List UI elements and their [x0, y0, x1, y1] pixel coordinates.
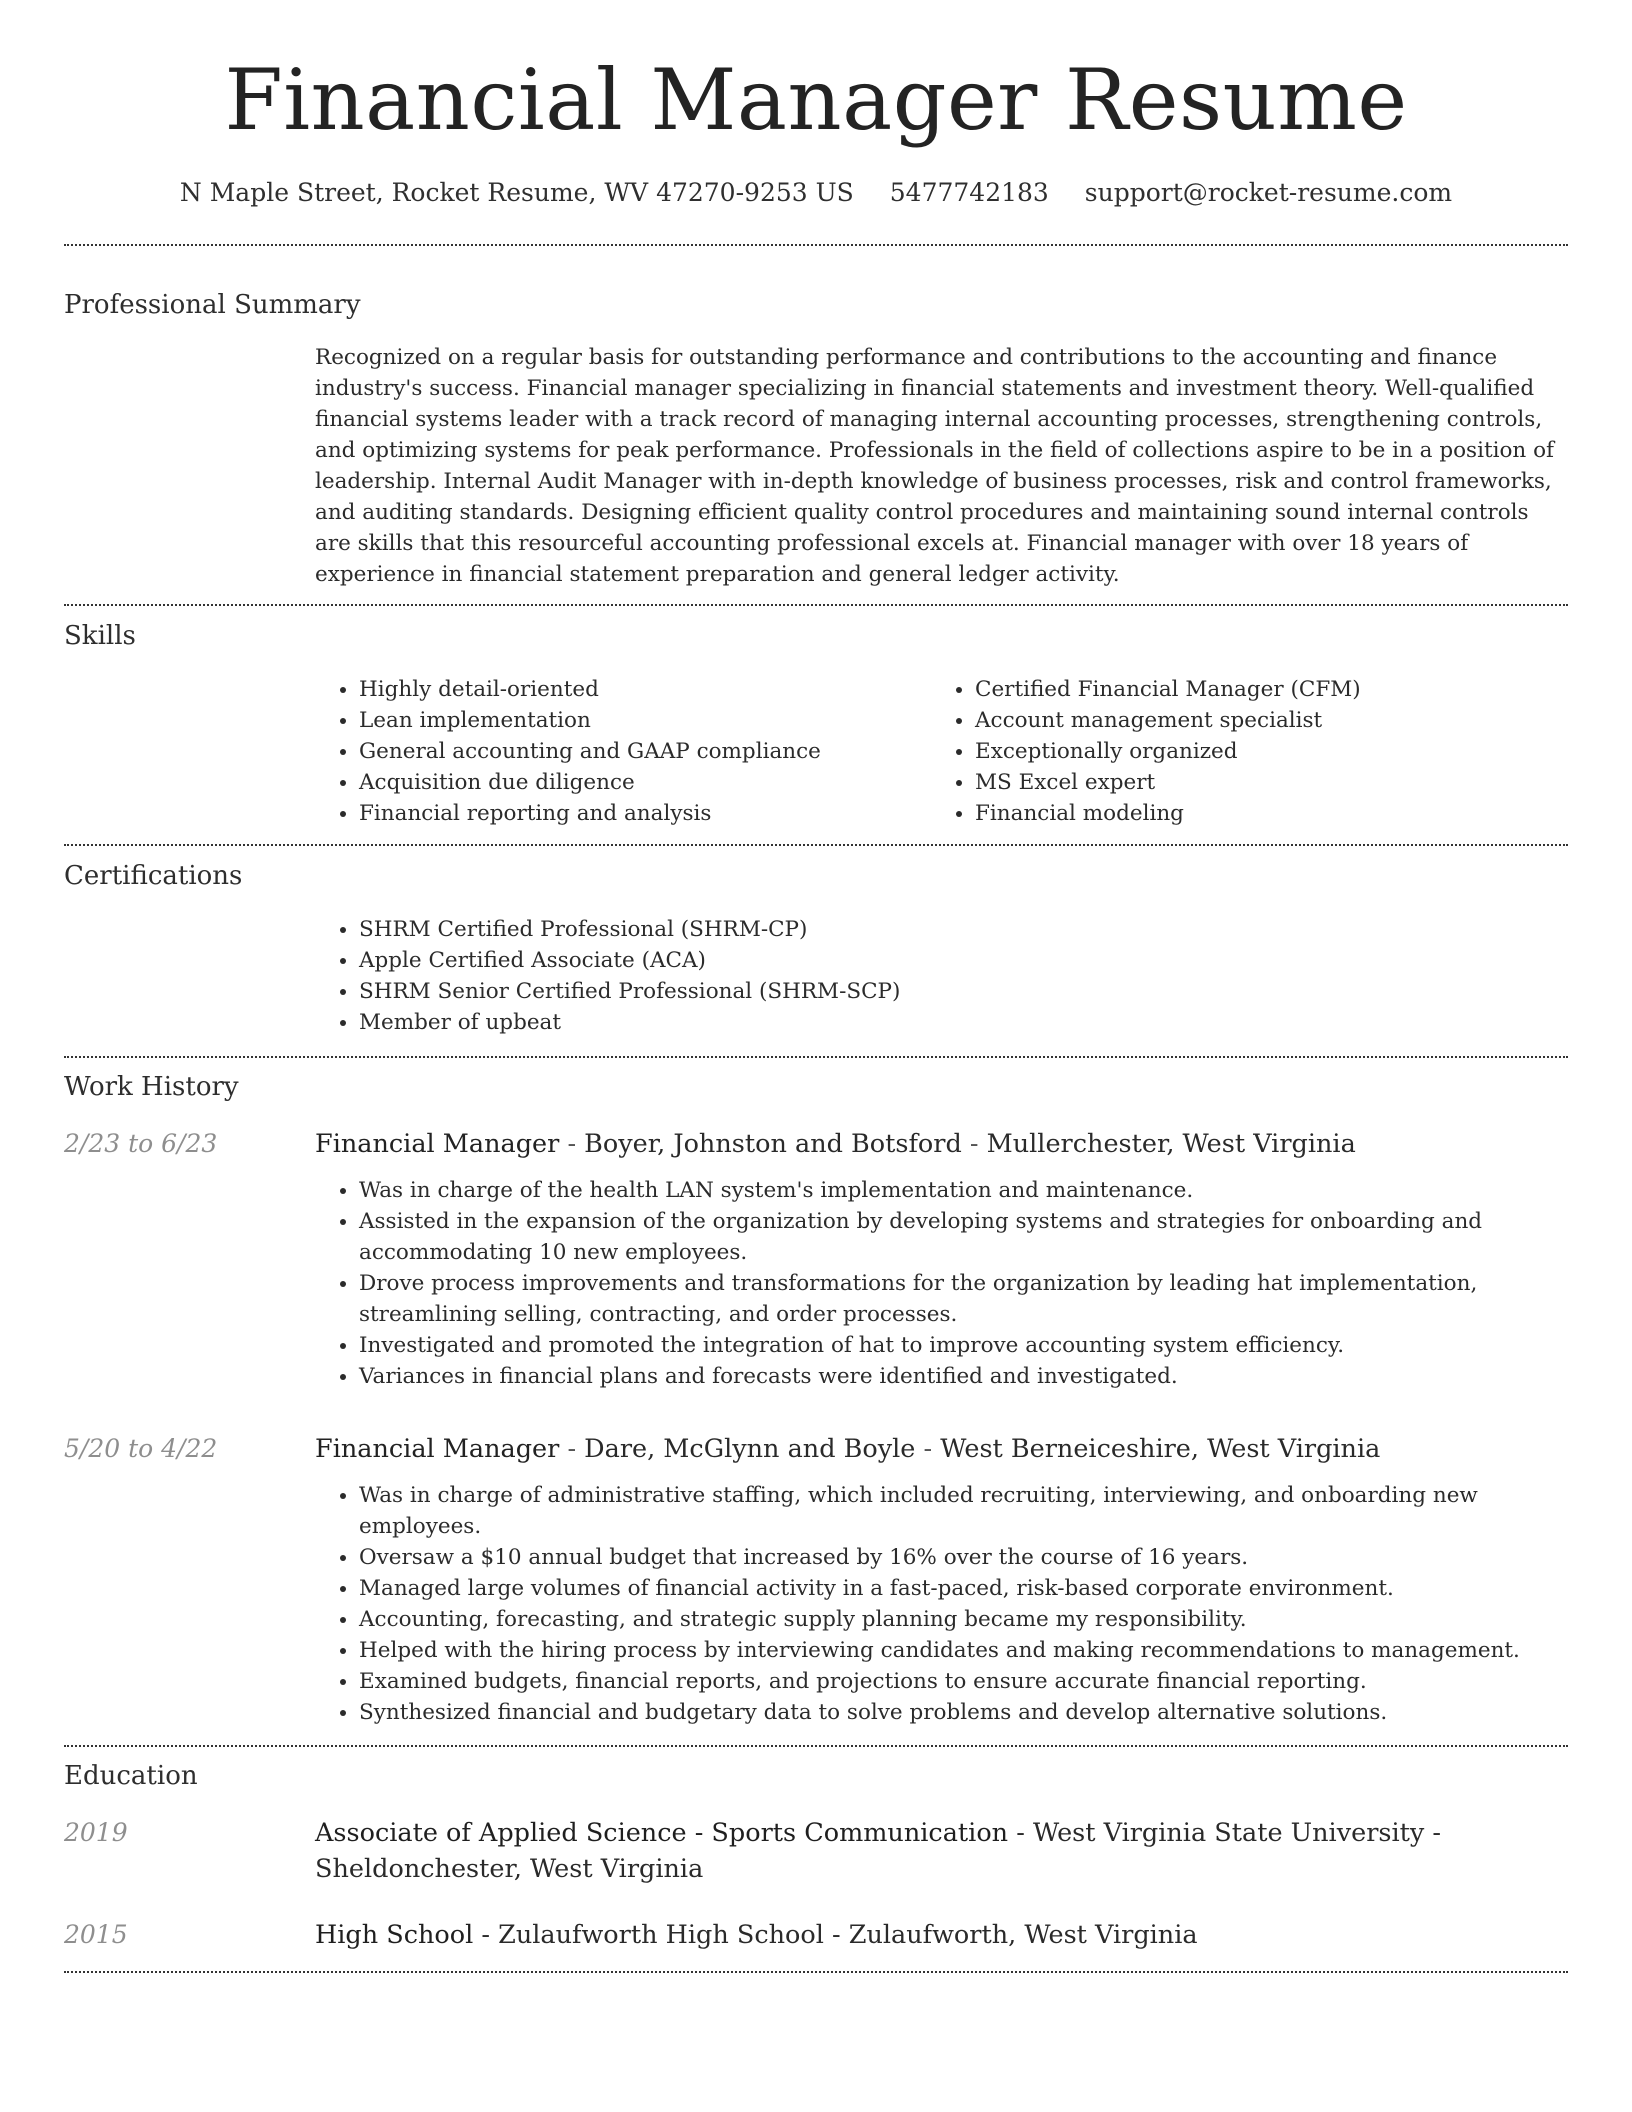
job-heading — [315, 1432, 1568, 1466]
education-details — [315, 1815, 1568, 1887]
section-title-work-history: Work History — [64, 1072, 239, 1102]
job-bullet: • Managed large volumes of financial activity in a fast-paced, risk-based corporate environment. — [359, 1573, 1568, 1604]
section-title-summary: Professional Summary — [64, 290, 361, 320]
skill-item: • General accounting and GAAP compliance — [359, 736, 931, 767]
skill-item: • Certified Financial Manager (CFM) — [975, 674, 1547, 705]
certification-item: • Apple Certified Associate (ACA) — [359, 945, 1568, 976]
education-location: Zulaufworth, West Virginia — [848, 1920, 1198, 1950]
resume-title: Financial Manager Resume — [224, 51, 1408, 149]
skill-item: • MS Excel expert — [975, 767, 1547, 798]
education-year: 2015 — [64, 1920, 128, 1949]
work-history-section — [64, 1058, 1568, 1745]
skill-item: • Account management specialist — [975, 705, 1547, 736]
separator: - — [1008, 1818, 1033, 1848]
contact-phone: 5477742183 — [889, 178, 1049, 207]
job-bullet: • Helped with the hiring process by interviewing candidates and making recommendations to management. — [359, 1635, 1568, 1666]
section-title-education: Education — [64, 1761, 198, 1791]
job-location: West Berneiceshire, West Virginia — [940, 1434, 1381, 1464]
job-location: Mullerchester, West Virginia — [986, 1129, 1356, 1159]
skill-item: • Lean implementation — [359, 705, 931, 736]
education-school: West Virginia State University — [1032, 1818, 1425, 1848]
job-bullet: • Variances in financial plans and forecasts were identified and investigated. — [359, 1361, 1568, 1392]
certification-item: • SHRM Certified Professional (SHRM-CP) — [359, 914, 1568, 945]
separator: - — [1424, 1818, 1442, 1848]
separator: - — [961, 1129, 987, 1159]
education-entry — [64, 1815, 1568, 1887]
summary-section — [64, 246, 1568, 604]
divider — [64, 1971, 1568, 1973]
separator: - — [559, 1434, 585, 1464]
separator: - — [823, 1920, 849, 1950]
summary-text: Recognized on a regular basis for outstanding performance and contributions to the accounting and finance industry's success. Financial manager specializing in financial statements and investment theory. Well-qualified financial systems leader with a track record of managing internal accounting processes, strengthening controls, and optimizing systems for peak performance. Professionals in the field of collections aspire to be in a position of leadership. Internal Audit Manager with in-depth knowledge of business processes, risk and control frameworks, and auditing standards. Designing efficient quality control procedures and maintaining sound internal controls are skills that this resourceful accounting professional excels at. Financial manager with over 18 years of experience in financial statement preparation and general ledger activity. — [315, 345, 1554, 587]
skills-column-left — [315, 674, 931, 829]
skills-column-right — [931, 674, 1547, 829]
contact-line — [64, 176, 1568, 210]
job-bullet: • Synthesized financial and budgetary data to solve problems and develop alternative solutions. — [359, 1697, 1568, 1728]
job-bullet: • Examined budgets, financial reports, and projections to ensure accurate financial reporting. — [359, 1666, 1568, 1697]
skills-section — [64, 606, 1568, 844]
separator: - — [915, 1434, 941, 1464]
job-bullets — [315, 1480, 1568, 1728]
certifications-list — [315, 914, 1568, 1056]
certification-item: • SHRM Senior Certified Professional (SHRM-SCP) — [359, 976, 1568, 1007]
job-role: Financial Manager — [315, 1129, 560, 1159]
job-bullet: • Oversaw a $10 annual budget that increased by 16% over the course of 16 years. — [359, 1542, 1568, 1573]
job-bullet: • Investigated and promoted the integration of hat to improve accounting system efficiency. — [359, 1330, 1568, 1361]
skill-item: • Highly detail-oriented — [359, 674, 931, 705]
job-company: Dare, McGlynn and Boyle — [584, 1434, 916, 1464]
job-bullet: • Was in charge of administrative staffing, which included recruiting, interviewing, and onboarding new employees. — [359, 1480, 1568, 1542]
job-bullet: • Drove process improvements and transformations for the organization by leading hat implementation, streamlining selling, contracting, and order processes. — [359, 1268, 1568, 1330]
job-bullet: • Assisted in the expansion of the organization by developing systems and strategies for onboarding and accommodating 10 new employees. — [359, 1206, 1568, 1268]
education-degree: High School — [315, 1920, 474, 1950]
certification-item: • Member of upbeat — [359, 1007, 1568, 1038]
education-school: Zulaufworth High School — [498, 1920, 824, 1950]
contact-address: N Maple Street, Rocket Resume, WV 47270-9253 US — [179, 178, 854, 207]
job-role: Financial Manager — [315, 1434, 560, 1464]
skill-item: • Acquisition due diligence — [359, 767, 931, 798]
job-dates: 5/20 to 4/22 — [64, 1434, 218, 1463]
certifications-section — [64, 846, 1568, 1056]
skill-item: • Exceptionally organized — [975, 736, 1547, 767]
contact-email: support@rocket-resume.com — [1084, 178, 1453, 207]
job-bullets — [315, 1175, 1568, 1392]
job-entry — [64, 1432, 1568, 1745]
separator: - — [473, 1920, 499, 1950]
education-entry — [64, 1917, 1568, 1971]
education-degree: Associate of Applied Science - Sports Communication — [315, 1818, 1009, 1848]
section-title-certifications: Certifications — [64, 861, 243, 891]
job-company: Boyer, Johnston and Botsford — [584, 1129, 962, 1159]
education-location: Sheldonchester, West Virginia — [315, 1854, 704, 1884]
job-bullet: • Accounting, forecasting, and strategic supply planning became my responsibility. — [359, 1604, 1568, 1635]
education-section — [64, 1747, 1568, 1971]
job-heading — [315, 1127, 1568, 1161]
separator: - — [559, 1129, 585, 1159]
job-entry — [64, 1127, 1568, 1392]
education-details — [315, 1917, 1568, 1953]
skill-item: • Financial reporting and analysis — [359, 798, 931, 829]
job-bullet: • Was in charge of the health LAN system's implementation and maintenance. — [359, 1175, 1568, 1206]
skills-grid — [315, 674, 1568, 844]
skill-item: • Financial modeling — [975, 798, 1547, 829]
section-title-skills: Skills — [64, 621, 136, 651]
education-year: 2019 — [64, 1818, 128, 1847]
job-dates: 2/23 to 6/23 — [64, 1129, 218, 1158]
